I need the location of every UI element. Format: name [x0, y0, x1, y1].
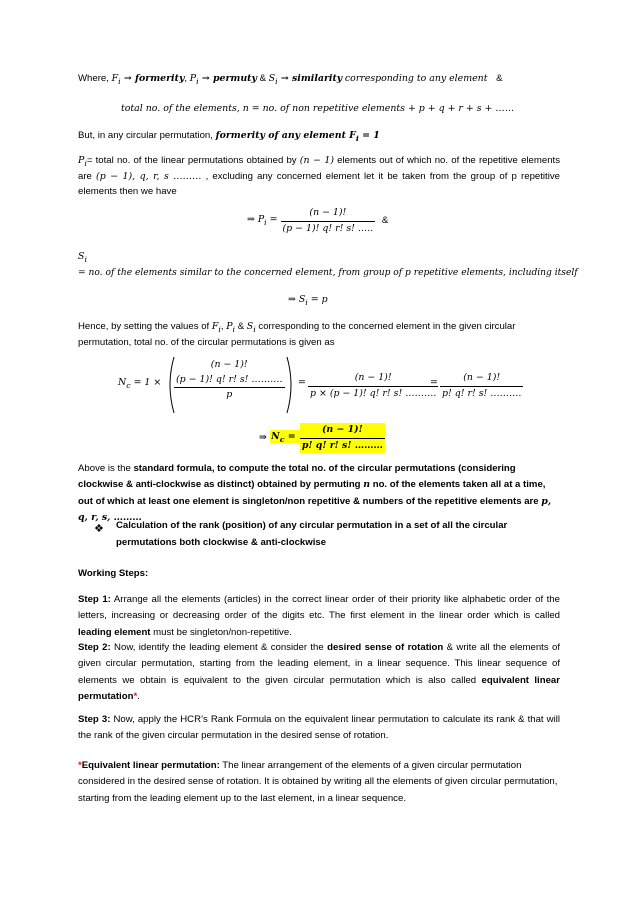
pi-symbol: $P_i$ — [78, 155, 87, 168]
circular-lead: But, in any circular permutation, — [78, 130, 216, 141]
final-nc-formula: ⇒ $N_c$ = $\frac{(n - 1)!}{p! q! r! s! \dots\dots\dots}$ — [259, 423, 385, 453]
total-elements-line: total no. of the elements, n = no. of non repetitive elements + p + q + r + s + …… — [121, 103, 515, 114]
step-1-paragraph: Step 1: Arrange all the elements (articles) in the correct linear order of their priority like alphabetic order of the letters, increasing or decreasing order of the digits etc. The first element in the linear order which is called leading element must be singleton/non-repetitive. — [78, 594, 560, 638]
where-amp: & — [496, 73, 503, 84]
step-3-paragraph: Step 3: Now, apply the HCR’s Rank Formula on the equivalent linear permutation to calculate its rank & that will the rank of the given circular permutation in the desired sense of rotation. — [78, 714, 560, 742]
s-symbol: $S_i$ — [268, 73, 278, 86]
si-formula: ⇒ $S_i = p$ — [288, 294, 328, 307]
where-line: Where, $F_i$ → formerity, $P_i$ → permuty & $S_i$ → similarity corresponding to any element & — [78, 73, 503, 86]
si-definition: $S_i$ = no. of the elements similar to the concerned element, from group of p repetitive elements, including itself — [78, 251, 578, 278]
p-symbol: $P_i$ — [189, 73, 199, 86]
standard-formula-paragraph: Above is the standard formula, to compute the total no. of the circular permutations (considering clockwise & anti-clockwise as distinct) obtained by permuting n no. of the elements taken all at a time, out of which at least one element is singleton/non repetitive & numbers of the repetitive elements are p, q, r, s, ……… — [78, 463, 552, 523]
step-2-paragraph: Step 2: Now, identify the leading element & consider the desired sense of rotation & write all the elements of given circular permutation, starting from the leading element, in a linear sequence. This linear sequence of elements we obtain is equivalent to the given circular permutation which is also called equivalent linear permutation*. — [78, 642, 560, 702]
final-fraction: $\frac{(n - 1)!}{p! q! r! s! \dots\dots\dots}$ — [300, 423, 385, 453]
permuty-def: → permuty — [198, 73, 257, 84]
diamond-bullet-icon: ❖ — [94, 523, 104, 535]
right-paren — [286, 356, 296, 414]
pi-fraction: $\frac{(n - 1)!}{(p - 1)! q! r! s! \dots..}$ — [281, 206, 376, 236]
equivalent-permutation-footnote: *Equivalent linear permutation: The linear arrangement of the elements of a given circular permutation considered in the desired sense of rotation. It is obtained by writing all the elements of given circular permutation, starting from the leading element up to the last element, in a linear sequence. — [78, 760, 558, 804]
pi-formula: ⇒ $P_i$ = $\frac{(n - 1)!}{(p - 1)! q! r! s! \dots..}$ & — [247, 206, 388, 236]
where-prefix: Where, — [78, 73, 112, 84]
hence-paragraph: Hence, by setting the values of $F_i$, $P_i$ & $S_i$ corresponding to the concerned element in the given circular permutation, total no. of the circular permutations is given as — [78, 321, 516, 348]
nc-formula: $N_c = 1$ × (n − 1)! (p − 1)! q! r! s! ………. p = $\frac{(n - 1)!}{p \times (p - 1)! q! r! s! \dots\dots\dots.}$ = $\frac{(n - 1)!}{p! q! r! s! \dots\dots\dots.}$ — [118, 356, 538, 414]
f-symbol: $F_i$ — [111, 73, 121, 86]
where-tail: corresponding to any element — [344, 73, 488, 84]
nc-second-fraction: $\frac{(n - 1)!}{p \times (p - 1)! q! r! s! \dots\dots\dots.}$ — [308, 371, 438, 401]
nc-inner-fraction: (n − 1)! (p − 1)! q! r! s! ………. p — [174, 358, 285, 403]
nc-third-fraction: $\frac{(n - 1)!}{p! q! r! s! \dots\dots\dots.}$ — [440, 371, 523, 401]
formerity-statement: formerity of any element $F_i = 1$ — [215, 130, 380, 143]
circular-formerity-line — [78, 129, 568, 145]
working-steps-heading: Working Steps: — [78, 568, 149, 579]
formerity-def: → formerity — [120, 73, 185, 84]
pi-definition-paragraph: $P_i=$ total no. of the linear permutations obtained by (n − 1) elements out of which no. of the repetitive elements are (p − 1), q, r, s ……… , excluding any concerned element let it be taken from the group of p repetitive elements then we have — [78, 155, 560, 197]
bullet-heading: Calculation of the rank (position) of any circular permutation in a set of all the circular permutations both clockwise & anti-clockwise — [116, 520, 508, 548]
similarity-def: → similarity — [277, 73, 343, 84]
